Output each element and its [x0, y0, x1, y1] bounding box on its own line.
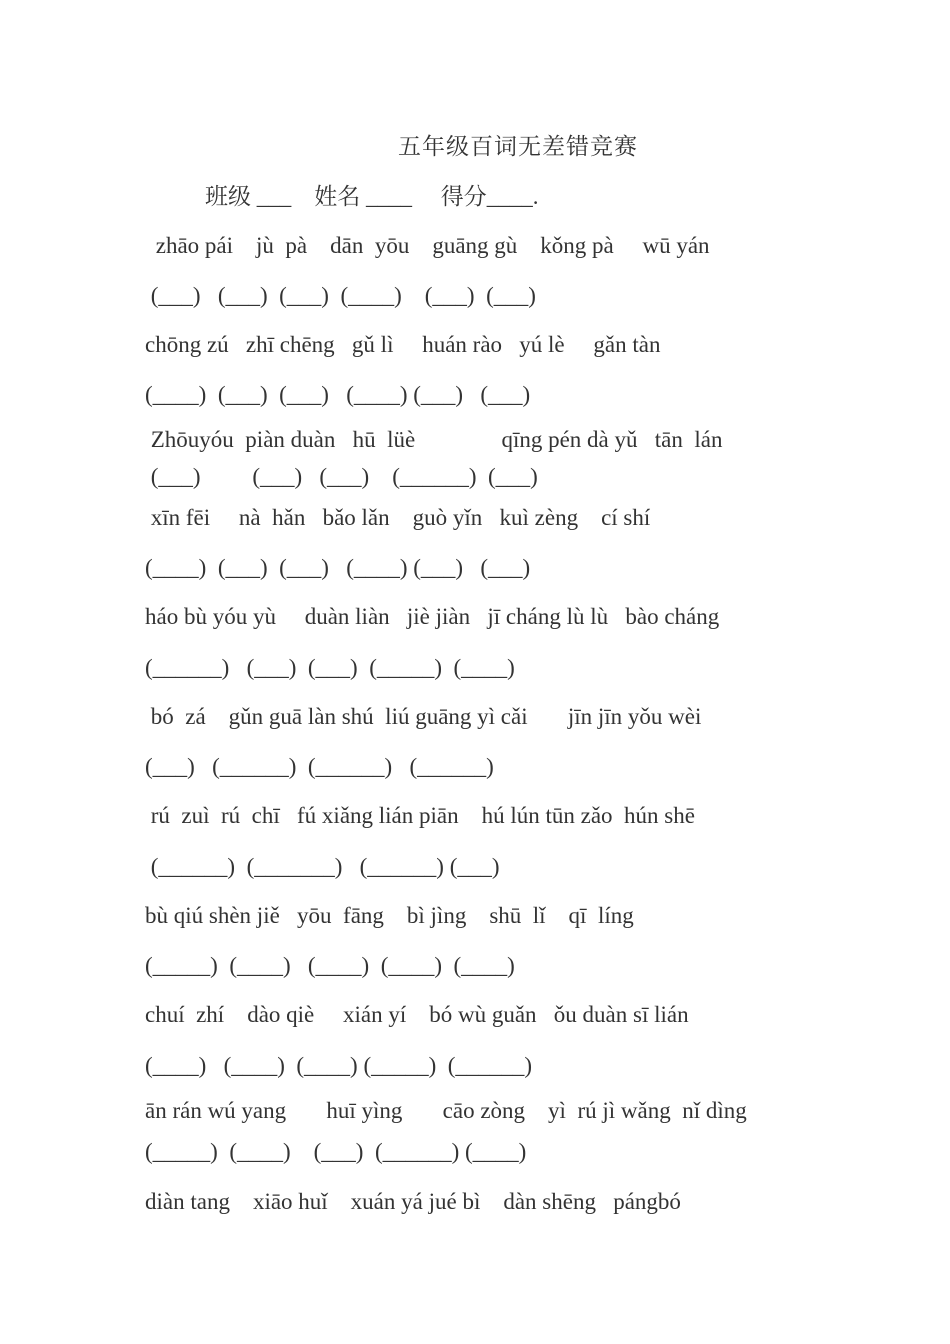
answer-blanks-line: (___) (___) (___) (____) (___) (___) [145, 283, 536, 308]
answer-blanks-line: (____) (___) (___) (____) (___) (___) [145, 382, 531, 407]
pinyin-line: bó zá gǔn guā làn shú liú guāng yì cǎi jīn jīn yǒu wèi [145, 704, 702, 729]
pinyin-line: zhāo pái jù pà dān yōu guāng gù kǒng pà wū yán [150, 233, 710, 258]
pinyin-line: xīn fēi nà hǎn bǎo lǎn guò yǐn kuì zèng cí shí [145, 505, 651, 530]
pinyin-line: Zhōuyóu piàn duàn hū lüè qīng pén dà yǔ tān lán [145, 427, 723, 452]
answer-blanks-line: (______) (_______) (______) (___) [145, 854, 500, 879]
document-title: 五年级百词无差错竞赛 [398, 134, 638, 159]
pinyin-line: chōng zú zhī chēng gǔ lì huán rào yú lè gǎn tàn [145, 332, 661, 357]
answer-blanks-line: (___) (______) (______) (______) [145, 754, 494, 779]
pinyin-line: bù qiú shèn jiě yōu fāng bì jìng shū lǐ qī líng [145, 903, 634, 928]
answer-blanks-line: (____) (____) (____) (_____) (______) [145, 1053, 533, 1078]
answer-blanks-line: (_____) (____) (___) (______) (____) [145, 1139, 527, 1164]
student-info-line: 班级 ___ 姓名 ____ 得分____. [205, 184, 539, 209]
answer-blanks-line: (____) (___) (___) (____) (___) (___) [145, 555, 531, 580]
answer-blanks-line: (___) (___) (___) (______) (___) [145, 464, 538, 489]
pinyin-line: háo bù yóu yù duàn liàn jiè jiàn jī cháng lù lù bào cháng [145, 604, 720, 629]
pinyin-line: diàn tang xiāo huǐ xuán yá jué bì dàn shēng pángbó [145, 1189, 681, 1214]
pinyin-line: ān rán wú yang huī yìng cāo zòng yì rú jì wǎng nǐ dìng [145, 1098, 747, 1123]
pinyin-line: chuí zhí dào qiè xián yí bó wù guǎn ǒu duàn sī lián [145, 1002, 689, 1027]
answer-blanks-line: (_____) (____) (____) (____) (____) [145, 953, 515, 978]
answer-blanks-line: (______) (___) (___) (_____) (____) [145, 655, 515, 680]
pinyin-line: rú zuì rú chī fú xiǎng lián piān hú lún tūn zǎo hún shē [145, 803, 695, 828]
